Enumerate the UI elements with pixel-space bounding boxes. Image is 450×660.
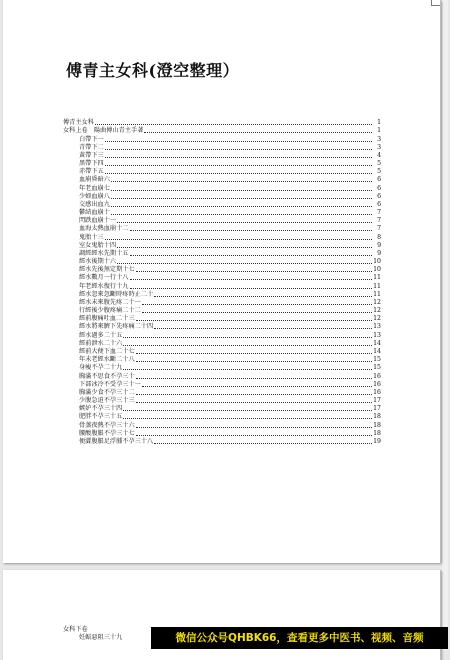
toc-entry-label: 黑帶下四 (79, 160, 104, 168)
toc-dot-leader (142, 304, 372, 305)
toc-entry-label: 便澀腹脹足浮腫不孕三十八 (79, 437, 154, 445)
toc-entry[interactable] (63, 119, 381, 127)
toc-entry[interactable] (63, 340, 381, 348)
wechat-banner: 微信公众号QHBK66，查看更多中医书、视频、音频 (151, 627, 448, 649)
toc-entry[interactable] (63, 193, 381, 201)
document-title: 傅青主女科(澄空整理） (66, 61, 240, 80)
toc-dot-leader (130, 230, 373, 231)
toc-page-number: 13 (373, 331, 381, 339)
toc-entry[interactable] (63, 421, 381, 429)
toc-entry-label: 年老血崩七 (79, 184, 110, 192)
toc-dot-leader (105, 141, 372, 142)
toc-entry[interactable] (63, 364, 381, 372)
toc-entry-label: 調經經水先期十五 (79, 249, 129, 257)
toc-dot-leader (154, 296, 372, 297)
toc-entry[interactable] (63, 127, 381, 135)
toc-page-number: 12 (373, 307, 381, 315)
toc-dot-leader (111, 214, 372, 215)
toc-entry[interactable] (63, 209, 381, 217)
toc-page-number: 1 (377, 127, 381, 135)
toc-dot-leader (111, 206, 372, 207)
toc-dot-leader (136, 394, 372, 395)
toc-dot-leader (142, 312, 372, 313)
toc-page-number: 5 (377, 160, 381, 168)
toc-entry[interactable] (63, 299, 381, 307)
toc-page-number: 11 (373, 274, 381, 282)
toc-entry-label: 室女鬼胎十四 (79, 241, 117, 249)
toc-page-number: 18 (373, 413, 381, 421)
toc-entry[interactable] (63, 356, 381, 364)
toc-dot-leader (105, 157, 372, 158)
toc-dot-leader (154, 443, 372, 444)
toc-page-number: 6 (377, 176, 381, 184)
toc-dot-leader (111, 181, 372, 182)
toc-entry-label: 經水過多二十五 (79, 331, 123, 339)
toc-page-number: 9 (377, 249, 381, 257)
toc-dot-leader (123, 337, 372, 338)
toc-entry[interactable] (63, 331, 381, 339)
toc-page-number: 3 (377, 143, 381, 151)
toc-dot-leader (130, 279, 373, 280)
toc-entry-label: 經水後期十六 (79, 258, 117, 266)
toc-entry[interactable] (63, 233, 381, 241)
toc-entry-label: 年老經水復行十九 (79, 282, 129, 290)
toc-entry-label: 鬱結血崩十 (79, 209, 110, 217)
toc-dot-leader (105, 239, 372, 240)
toc-dot-leader (117, 247, 372, 248)
toc-entry-label: 妊娠惡阻三十九 (79, 634, 123, 642)
toc-entry[interactable] (63, 176, 381, 184)
toc-page-number: 11 (373, 282, 381, 290)
toc-entry-label: 經前泄水二十六 (79, 339, 123, 347)
toc-entry-label: 經水忽來忽斷時疼時止二十 (79, 290, 154, 298)
toc-page-number: 5 (377, 168, 381, 176)
toc-page-number: 4 (377, 151, 381, 159)
toc-page-number: 6 (377, 184, 381, 192)
toc-page-number: 7 (377, 209, 381, 217)
toc-dot-leader (154, 328, 372, 329)
toc-page-number: 16 (373, 372, 381, 380)
toc-dot-leader (136, 378, 372, 379)
toc-entry[interactable] (63, 135, 381, 143)
toc-entry[interactable] (63, 372, 381, 380)
toc-dot-leader (123, 418, 372, 419)
toc-entry-label: 女科下卷 (63, 626, 88, 634)
toc-entry-label: 鬼胎十三 (79, 233, 104, 241)
toc-dot-leader (142, 386, 372, 387)
toc-dot-leader (105, 173, 372, 174)
toc-page-number: 18 (373, 429, 381, 437)
toc-entry-label: 經水先後無定期十七 (79, 266, 135, 274)
toc-entry-label: 少腹急迫不孕三十三 (79, 397, 135, 405)
toc-dot-leader (105, 149, 372, 150)
toc-dot-leader (117, 263, 372, 264)
toc-page-number: 14 (373, 339, 381, 347)
toc-entry[interactable] (63, 405, 381, 413)
toc-entry-label: 赤帶下五 (79, 168, 104, 176)
toc-entry[interactable] (63, 217, 381, 225)
toc-entry[interactable] (63, 291, 381, 299)
toc-dot-leader (136, 271, 372, 272)
toc-entry-label: 胸滿少食不孕三十二 (79, 388, 135, 396)
toc-dot-leader (136, 320, 372, 321)
toc-entry[interactable] (63, 242, 381, 250)
toc-entry-label: 閃跌血崩十一 (79, 217, 117, 225)
toc-page-number: 10 (373, 266, 381, 274)
toc-entry[interactable] (63, 160, 381, 168)
toc-entry-label: 腰酸腹脹不孕三十七 (79, 429, 135, 437)
toc-page-number: 16 (373, 388, 381, 396)
toc-dot-leader (130, 288, 373, 289)
toc-entry-label: 年未老經水斷二十八 (79, 356, 135, 364)
toc-entry[interactable] (63, 397, 381, 405)
toc-dot-leader (123, 345, 372, 346)
toc-entry-label: 血崩昏暗六 (79, 176, 110, 184)
toc-entry-label: 交感出血九 (79, 200, 110, 208)
toc-entry[interactable] (63, 348, 381, 356)
toc-entry-label: 女科上卷 陽曲傅山青主手著 (63, 127, 144, 135)
toc-dot-leader (136, 361, 372, 362)
toc-dot-leader (130, 255, 373, 256)
toc-dot-leader (144, 132, 372, 133)
toc-dot-leader (111, 190, 372, 191)
toc-dot-leader (117, 222, 372, 223)
toc-page-number: 15 (373, 356, 381, 364)
toc-entry[interactable] (63, 274, 381, 282)
toc-entry-label: 經水未來腹先疼二十一 (79, 298, 141, 306)
toc-dot-leader (123, 369, 372, 370)
toc-page-number: 11 (373, 290, 381, 298)
toc-page-number: 1 (377, 119, 381, 127)
toc-dot-leader (136, 427, 372, 428)
table-of-contents (63, 119, 381, 446)
toc-entry-label: 嫉妒不孕三十四 (79, 405, 123, 413)
toc-page-number: 7 (377, 217, 381, 225)
toc-entry-label: 行經後少腹疼痛二十二 (79, 307, 141, 315)
toc-entry[interactable] (63, 250, 381, 258)
toc-entry[interactable] (63, 201, 381, 209)
toc-page-number: 8 (377, 233, 381, 241)
toc-entry[interactable] (63, 152, 381, 160)
toc-page-number: 19 (373, 437, 381, 445)
toc-page-number: 13 (373, 323, 381, 331)
toc-dot-leader (136, 353, 372, 354)
page-corner (431, 0, 440, 6)
toc-entry[interactable] (63, 258, 381, 266)
toc-entry[interactable] (63, 381, 381, 389)
toc-page-number: 18 (373, 421, 381, 429)
toc-page-number: 7 (377, 225, 381, 233)
toc-entry-label: 肥胖不孕三十五 (79, 413, 123, 421)
toc-page-number: 14 (373, 347, 381, 355)
toc-entry-label: 白帶下一 (79, 135, 104, 143)
toc-dot-leader (111, 198, 372, 199)
toc-entry[interactable] (63, 430, 381, 438)
toc-entry-label: 骨蒸夜熱不孕三十六 (79, 421, 135, 429)
toc-dot-leader (95, 124, 372, 125)
toc-page-number: 15 (373, 364, 381, 372)
toc-page-number: 3 (377, 135, 381, 143)
toc-entry-label: 胸滿不思食不孕三十 (79, 372, 135, 380)
toc-entry-label: 青帶下二 (79, 143, 104, 151)
toc-page-number: 12 (373, 315, 381, 323)
toc-entry-label: 經水數月一行十八 (79, 274, 129, 282)
toc-dot-leader (136, 435, 372, 436)
toc-page-number: 6 (377, 200, 381, 208)
toc-dot-leader (136, 402, 372, 403)
toc-entry[interactable] (63, 225, 381, 233)
toc-entry-label: 經水將來臍下先疼痛二十四 (79, 323, 154, 331)
toc-page-number: 10 (373, 258, 381, 266)
toc-entry[interactable] (63, 307, 381, 315)
toc-page-number: 9 (377, 241, 381, 249)
toc-entry[interactable] (63, 438, 381, 446)
toc-page-number: 17 (373, 405, 381, 413)
document-page-1 (3, 0, 441, 563)
toc-entry-label: 少婦血崩八 (79, 192, 110, 200)
toc-entry-label: 傅青主女科 (63, 119, 94, 127)
toc-page-number: 17 (373, 397, 381, 405)
vertical-scrollbar[interactable] (442, 0, 448, 650)
toc-dot-leader (105, 165, 372, 166)
toc-entry-label: 經前腹痛吐血二十三 (79, 315, 135, 323)
toc-entry-label: 下部冰冷不受孕三十一 (79, 380, 141, 388)
toc-entry[interactable] (63, 413, 381, 421)
toc-entry[interactable] (63, 282, 381, 290)
toc-entry[interactable] (63, 184, 381, 192)
toc-entry-label: 身瘦不孕二十九 (79, 364, 123, 372)
toc-entry-label: 黃帶下三 (79, 151, 104, 159)
toc-entry[interactable] (63, 323, 381, 331)
toc-entry[interactable] (63, 168, 381, 176)
toc-dot-leader (123, 410, 372, 411)
toc-page-number: 12 (373, 298, 381, 306)
toc-entry-label: 血海太熱血崩十二 (79, 225, 129, 233)
toc-entry-label: 經前大便下血二十七 (79, 347, 135, 355)
toc-page-number: 16 (373, 380, 381, 388)
toc-entry[interactable] (63, 144, 381, 152)
toc-entry[interactable] (63, 389, 381, 397)
toc-page-number: 6 (377, 192, 381, 200)
